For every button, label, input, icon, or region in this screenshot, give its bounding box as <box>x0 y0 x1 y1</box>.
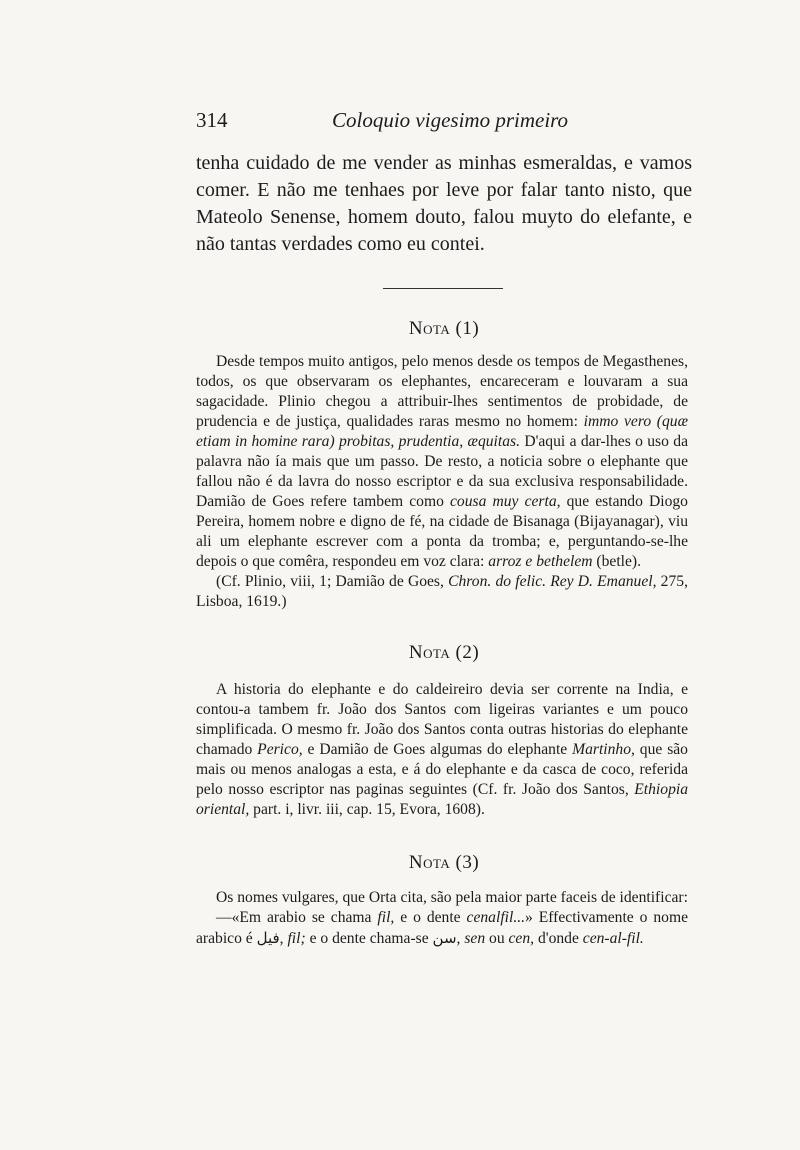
latin-quote: immo vero (quæ etiam in homine rara) probitas, prudentia, æquitas. <box>196 413 688 450</box>
note-3-paragraph-1 <box>196 888 688 908</box>
text-run: e o dente chama-se <box>305 930 433 947</box>
text-run: que são mais ou menos analogas a esta, e á do elephante e da casca de coco, referida pelo nosso escriptor nas paginas seguintes (Cf. fr. João dos Santos, <box>196 741 688 798</box>
text-run: que estando Diogo Pereira, homem nobre e digno de fé, na cidade de Bisanaga (Bijayanagar), viu ali um elephante escrever com a ponta da tromba; e, perguntando-se-lhe depois o que comêra, respondeu em voz clara: <box>196 493 688 570</box>
running-head <box>196 108 692 138</box>
note-2-heading: Nota (2) <box>408 642 480 663</box>
italic-phrase: arroz e bethelem <box>488 553 593 570</box>
page-number: 314 <box>196 108 228 132</box>
arabic-word-fil: فيل <box>256 929 280 947</box>
text-run: D'aqui a dar-lhes o uso da palavra não ía mais que um passo. De resto, a noticia sobre o elephante que fallou não é da lavra do nosso escriptor e da sua exclusiva responsabilidade. Damião de Goes refere tambem como <box>196 433 688 510</box>
italic-phrase: cen-al-fil. <box>582 930 644 947</box>
note-1-paragraph-1 <box>196 352 688 572</box>
text-run: 275, Lisboa, 1619.) <box>196 573 688 610</box>
main-paragraph: tenha cuidado de me vender as minhas esmeraldas, e vamos comer. E não me tenhaes por leve por falar tanto nisto, que Mateolo Senense, homem douto, falou muyto do elefante, e não tantas verdades como eu contei. <box>196 152 692 255</box>
main-text <box>196 150 692 258</box>
note-1-heading: Nota (1) <box>408 318 480 339</box>
text-run: Desde tempos muito antigos, pelo menos desde os tempos de Megasthenes, todos, os que observaram os elephantes, encareceram e louvaram a sua sagacidade. Plinio chegou a attribuir-lhes sentimentos de probidade, de prudencia e de justiça, qualidades raras mesmo no homem: <box>196 353 688 430</box>
italic-phrase: cousa muy certa, <box>450 493 561 510</box>
italic-phrase: fil; <box>287 930 306 947</box>
book-title: Ethiopia oriental, <box>196 781 688 818</box>
italic-phrase: sen <box>464 930 486 947</box>
text-run: e o dente <box>394 909 467 926</box>
text-run: (betle). <box>592 553 642 570</box>
note-2-paragraph-1 <box>196 680 688 820</box>
italic-phrase: cen, <box>508 930 535 947</box>
note-3-body <box>196 888 688 949</box>
note-3-paragraph-2 <box>196 908 688 949</box>
text-run: d'onde <box>534 930 583 947</box>
text-run: (Cf. Plinio, viii, 1; Damião de Goes, <box>216 573 449 590</box>
book-title: Chron. do felic. Rey D. Emanuel, <box>448 573 657 590</box>
italic-phrase: fil, <box>377 909 395 926</box>
text-run: ou <box>485 930 509 947</box>
running-title: Coloquio vigesimo primeiro <box>332 108 569 132</box>
text-run: e Damião de Goes algumas do elephante <box>302 741 573 758</box>
text-run: , <box>279 930 288 947</box>
italic-phrase: Perico, <box>257 741 303 758</box>
note-2-body <box>196 680 688 820</box>
section-divider <box>383 288 503 289</box>
text-run: —«Em arabio se chama <box>216 909 378 926</box>
note-1-paragraph-2 <box>196 572 688 612</box>
italic-phrase: cenalfil... <box>466 909 526 926</box>
note-3-heading: Nota (3) <box>408 852 480 873</box>
text-run: A historia do elephante e do caldeireiro devia ser corrente na India, e contou-a tambem fr. João dos Santos com ligeiras variantes e um pouco simplificada. O mesmo fr. João dos Santos conta outras historias do elephante chamado <box>196 681 688 758</box>
text-run: , <box>456 930 465 947</box>
text-run: part. i, livr. iii, cap. 15, Evora, 1608). <box>249 801 485 818</box>
text-run: » Effectivamente o nome arabico é <box>196 909 689 947</box>
italic-phrase: Martinho, <box>572 741 635 758</box>
note-1-body <box>196 352 688 612</box>
text-run: Os nomes vulgares, que Orta cita, são pela maior parte faceis de identificar: <box>216 889 688 906</box>
arabic-word-sen: سن <box>432 929 457 947</box>
